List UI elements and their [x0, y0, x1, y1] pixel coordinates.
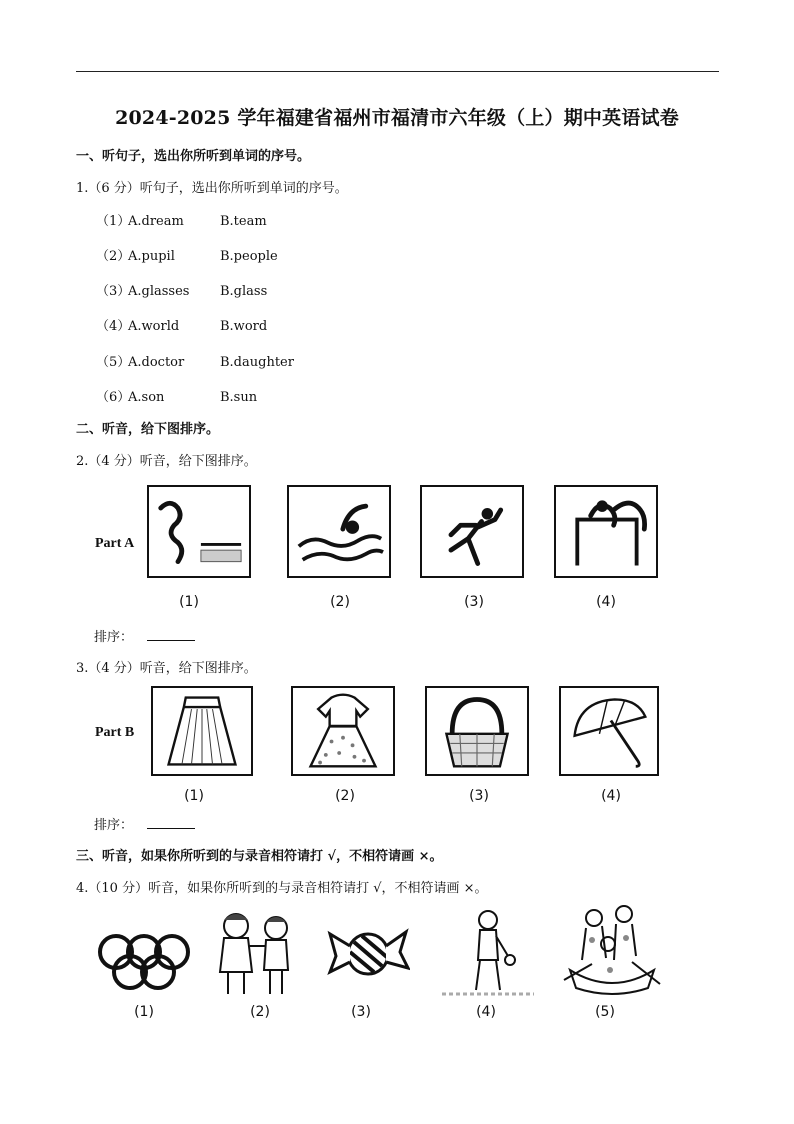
- header-rule: [76, 71, 719, 72]
- caption: (2): [330, 594, 350, 610]
- option-b: B.daughter: [220, 355, 294, 370]
- order-answer: [94, 814, 195, 833]
- caption: (2): [335, 788, 355, 804]
- long-jump-icon: [147, 485, 251, 578]
- option-a: A.doctor: [128, 355, 185, 370]
- answer-blank[interactable]: [147, 816, 195, 829]
- option-a: A.pupil: [128, 249, 175, 264]
- order-label: 排序：: [94, 818, 134, 833]
- option-row: [96, 210, 267, 229]
- candy-icon: [326, 916, 410, 988]
- option-b: B.word: [220, 319, 268, 334]
- skirt-icon: [151, 686, 253, 776]
- part-a-label: Part A: [95, 536, 135, 551]
- section1-heading: 一、听句子，选出你所听到单词的序号。: [76, 149, 311, 164]
- caption: (4): [596, 594, 616, 610]
- dress-icon: [291, 686, 395, 776]
- option-a: A.son: [128, 390, 165, 405]
- children-icon: [208, 906, 302, 998]
- question-2: 2.（4 分）听音，给下图排序。: [76, 454, 257, 469]
- option-b: B.people: [220, 249, 278, 264]
- caption: (2): [250, 1004, 270, 1020]
- boy-walking-icon: [440, 906, 536, 998]
- option-row: [96, 351, 294, 370]
- option-a: A.world: [128, 319, 180, 334]
- olympic-rings-icon: [96, 926, 192, 998]
- basket-icon: [425, 686, 529, 776]
- option-number: （1）: [96, 214, 131, 229]
- question-1: 1.（6 分）听句子，选出你所听到单词的序号。: [76, 181, 348, 196]
- option-a: A.glasses: [128, 284, 190, 299]
- part-b-label: Part B: [95, 725, 135, 740]
- page-title: 2024-2025 学年福建省福州市福清市六年级（上）期中英语试卷: [115, 107, 679, 129]
- option-b: B.sun: [220, 390, 258, 405]
- option-row: [96, 386, 257, 405]
- caption: (3): [351, 1004, 371, 1020]
- caption: (3): [469, 788, 489, 804]
- question-3: 3.（4 分）听音，给下图排序。: [76, 661, 257, 676]
- question-4: 4.（10 分）听音，如果你所听到的与录音相符请打 √，不相符请画 ×。: [76, 881, 488, 896]
- order-label: 排序：: [94, 630, 134, 645]
- answer-blank[interactable]: [147, 628, 195, 641]
- option-number: （5）: [96, 355, 131, 370]
- option-b: B.team: [220, 214, 267, 229]
- section3-heading: 三、听音，如果你所听到的与录音相符请打 √，不相符请画 ×。: [76, 849, 443, 864]
- caption: (1): [179, 594, 199, 610]
- section2-heading: 二、听音，给下图排序。: [76, 422, 220, 437]
- option-row: [96, 280, 267, 299]
- option-number: （3）: [96, 284, 131, 299]
- caption: (1): [184, 788, 204, 804]
- running-icon: [420, 485, 524, 578]
- option-number: （4）: [96, 319, 131, 334]
- umbrella-icon: [559, 686, 659, 776]
- option-row: [96, 245, 278, 264]
- family-boat-icon: [562, 900, 662, 1004]
- option-number: （2）: [96, 249, 131, 264]
- option-number: （6）: [96, 390, 131, 405]
- caption: (4): [476, 1004, 496, 1020]
- order-answer: [94, 626, 195, 645]
- caption: (5): [595, 1004, 615, 1020]
- option-b: B.glass: [220, 284, 268, 299]
- caption: (4): [601, 788, 621, 804]
- option-row: [96, 315, 267, 334]
- high-jump-icon: [554, 485, 658, 578]
- caption: (3): [464, 594, 484, 610]
- option-a: A.dream: [128, 214, 184, 229]
- swimming-icon: [287, 485, 391, 578]
- caption: (1): [134, 1004, 154, 1020]
